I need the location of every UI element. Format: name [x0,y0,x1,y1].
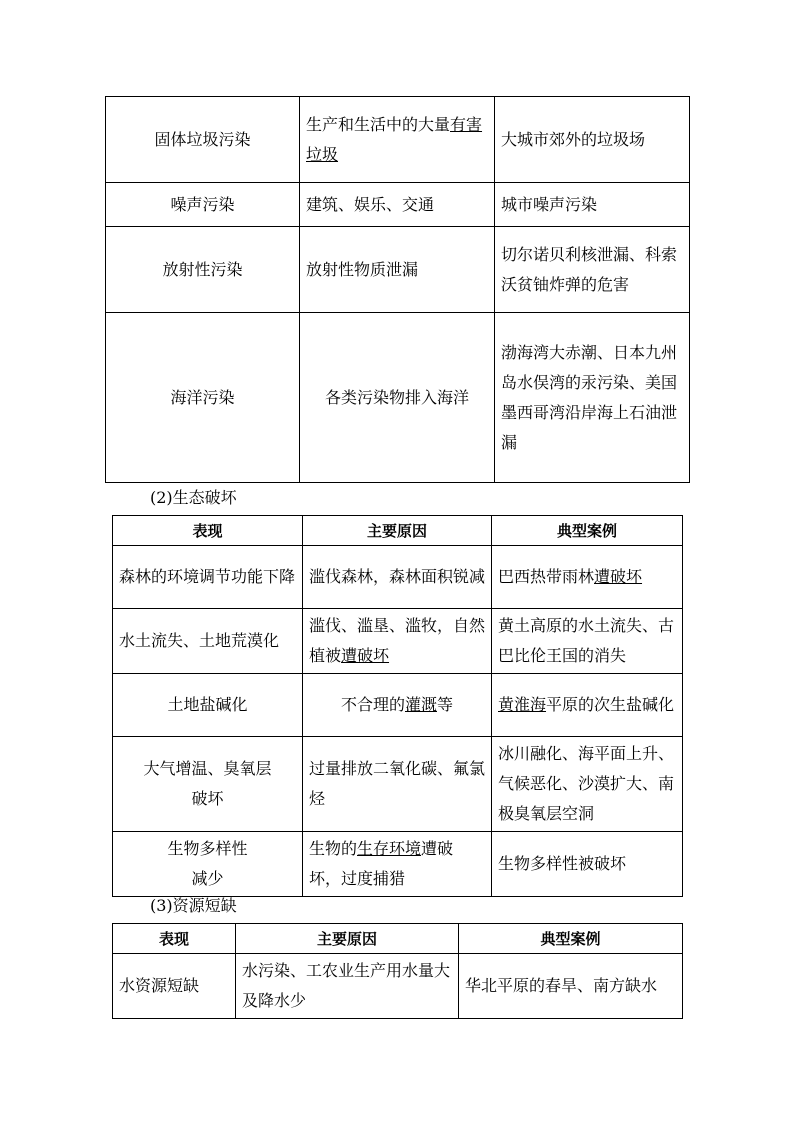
damage-case: 生物多样性被破坏 [492,832,683,897]
pollution-case: 大城市郊外的垃圾场 [495,97,690,183]
table-row [106,97,690,183]
ecology-table [112,515,683,897]
damage-type: 水土流失、土地荒漠化 [113,609,303,674]
header-cell: 典型案例 [459,924,683,954]
cause-text: 生物的 [309,839,358,858]
table-row [106,183,690,227]
damage-cause: 滥伐森林，森林面积锐减 [303,546,492,609]
cause-underlined: 有害垃圾 [306,114,483,164]
table-row [106,313,690,483]
resource-case: 华北平原的春旱、南方缺水 [459,954,683,1019]
resource-table [112,923,683,1019]
cause-underlined: 灌溉 [404,695,437,714]
pollution-table [105,96,690,483]
pollution-type: 海洋污染 [106,313,300,483]
pollution-case: 切尔诺贝利核泄漏、科索沃贫铀炸弹的危害 [495,227,690,313]
pollution-cause: 各类污染物排入海洋 [300,313,495,483]
damage-case: 黄土高原的水土流失、古巴比伦王国的消失 [492,609,683,674]
table-row [113,609,683,674]
damage-type: 生物多样性减少 [113,832,303,897]
damage-case [492,546,683,609]
resource-type: 水资源短缺 [113,954,236,1019]
pollution-cause: 建筑、娱乐、交通 [300,183,495,227]
section-heading-ecology: (2)生态破坏 [150,488,237,507]
header-cell: 表现 [113,924,236,954]
pollution-type: 固体垃圾污染 [106,97,300,183]
cause-text-tail: 遭破坏，过度捕猎 [309,839,454,888]
pollution-cause: 放射性物质泄漏 [300,227,495,313]
pollution-case: 城市噪声污染 [495,183,690,227]
case-underlined: 黄淮海 [498,695,547,714]
table-header-row [113,924,683,954]
table-row [113,954,683,1019]
pollution-cause [300,97,495,183]
damage-type: 森林的环境调节功能下降 [113,546,303,609]
damage-cause [303,832,492,897]
table-row [113,674,683,737]
cause-text: 滥伐、滥垦、滥牧，自然植被 [309,616,486,665]
header-cell: 表现 [113,516,303,546]
case-underlined: 遭破坏 [594,567,643,586]
table-header-row [113,516,683,546]
header-cell: 典型案例 [492,516,683,546]
cause-underlined: 生存环境 [357,839,422,858]
damage-cause [303,609,492,674]
table-row [113,546,683,609]
pollution-type: 放射性污染 [106,227,300,313]
cause-underlined: 遭破坏 [341,646,390,665]
damage-type: 土地盐碱化 [113,674,303,737]
damage-cause [303,674,492,737]
cause-text-tail: 等 [437,695,454,714]
table-row [113,737,683,832]
header-cell: 主要原因 [303,516,492,546]
damage-cause: 过量排放二氧化碳、氟氯烃 [303,737,492,832]
damage-case: 冰川融化、海平面上升、气候恶化、沙漠扩大、南极臭氧层空洞 [492,737,683,832]
case-text-tail: 平原的次生盐碱化 [546,695,675,714]
header-cell: 主要原因 [236,924,459,954]
cause-text: 生产和生活中的大量 [306,114,451,134]
damage-type: 大气增温、臭氧层破坏 [113,737,303,832]
case-text: 巴西热带雨林 [498,567,595,586]
cause-text: 不合理的 [340,695,405,714]
section-heading-resources: (3)资源短缺 [150,896,237,915]
pollution-case: 渤海湾大赤潮、日本九州岛水俣湾的汞污染、美国墨西哥湾沿岸海上石油泄漏 [495,313,690,483]
resource-cause: 水污染、工农业生产用水量大及降水少 [236,954,459,1019]
pollution-type: 噪声污染 [106,183,300,227]
table-row [113,832,683,897]
table-row [106,227,690,313]
damage-case [492,674,683,737]
